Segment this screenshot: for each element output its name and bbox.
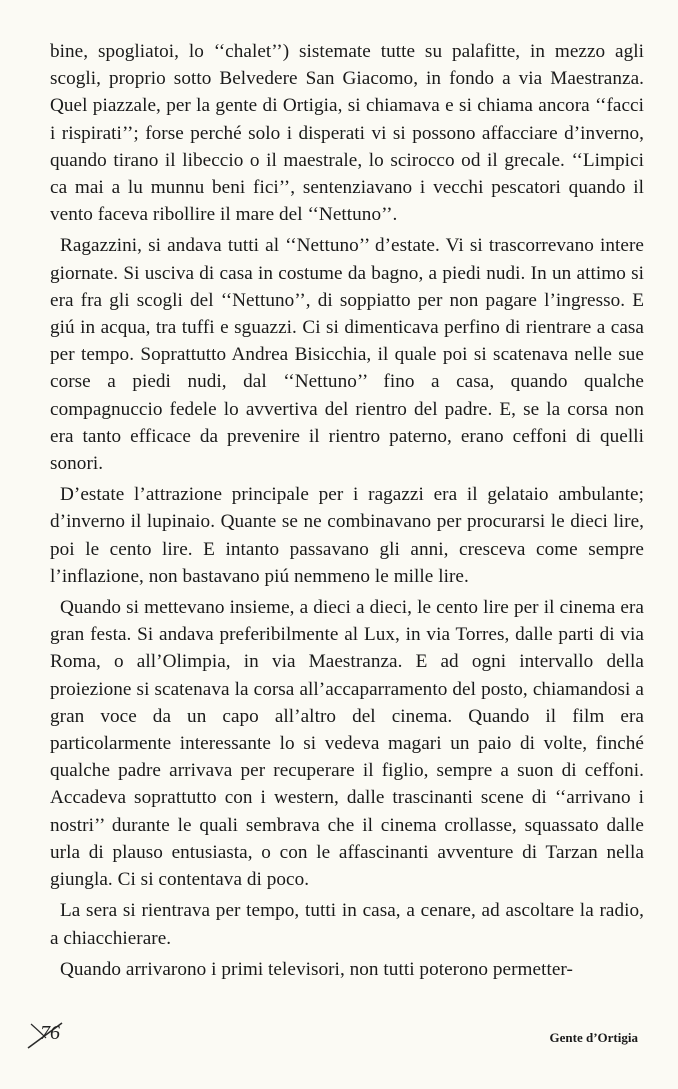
page-footer	[0, 1020, 678, 1060]
paragraph-2: Ragazzini, si andava tutti al ‘‘Nettuno’’ d’estate. Vi si trascorrevano intere giornate. Si usciva di casa in costume da bagno, a piedi nudi. In un attimo si era fra gli scogli del ‘‘Nettuno’’, di soppiatto per non pagare l’ingresso. E giú in acqua, tra tuffi e sguazzi. Ci si dimenticava perfino di rientrare a casa per tempo. Soprattutto Andrea Bisicchia, il quale poi si scatenava nelle sue corse a piedi nudi, dal ‘‘Nettuno’’ fino a casa, quando qualche compagnuccio fedele lo avvertiva del rientro del padre. E, se la corsa non era tanto efficace da prevenire il rientro paterno, erano ceffoni di quelli sonori.	[50, 235, 644, 475]
paragraph-6: Quando arrivarono i primi televisori, non tutti poterono permetter-	[60, 958, 573, 980]
body-text	[50, 38, 644, 987]
paragraph-4: Quando si mettevano insieme, a dieci a dieci, le cento lire per il cinema era gran festa. Si andava preferibilmente al Lux, in via Torres, dalle parti di via Roma, o all’Olimpia, in via Maestranza. E ad ogni intervallo della proiezione si scatenava la corsa all’accaparramento del posto, chiamandosi a gran voce da un capo all’altro del cinema. Quando il film era particolarmente interessante lo si vedeva magari un paio di volte, finché qualche padre arrivava per recuperare il figlio, sempre a suon di ceffoni. Accadeva soprattutto con i western, dalle trascinanti scene di ‘‘arrivano i nostri’’ durante le quali sembrava che il cinema crollasse, squassato dalle urla di plauso entusiasta, o con le affascinanti avventure di Tarzan nella giungla. Ci si contentava di poco.	[50, 597, 644, 891]
paragraph-3: D’estate l’attrazione principale per i ragazzi era il gelataio ambulante; d’inverno il lupinaio. Quante se ne combinavano per procurarsi le dieci lire, poi le cento lire. E intanto passavano gli anni, cresceva come sempre l’inflazione, non bastavano piú nemmeno le mille lire.	[50, 484, 644, 587]
running-title: Gente d’Ortigia	[549, 1030, 638, 1045]
paragraph-5: La sera si rientrava per tempo, tutti in casa, a cenare, ad ascoltare la radio, a chiacchierare.	[50, 900, 644, 949]
paragraph-1: bine, spogliatoi, lo ‘‘chalet’’) sistemate tutte su palafitte, in mezzo agli scogli, proprio sotto Belvedere San Giacomo, in fondo a via Maestranza. Quel piazzale, per la gente di Ortigia, si chiamava e si chiama ancora ‘‘facci i rispirati’’; forse perché solo i disperati vi si possono affacciare d’inverno, quando tirano il libeccio o il maestrale, lo scirocco od il grecale. ‘‘Limpici ca mai a lu munnu beni fici’’, sentenziavano i vecchi pescatori quando il vento faceva ribollire il mare del ‘‘Nettuno’’.	[50, 41, 644, 226]
page-number: 76	[40, 1022, 60, 1044]
